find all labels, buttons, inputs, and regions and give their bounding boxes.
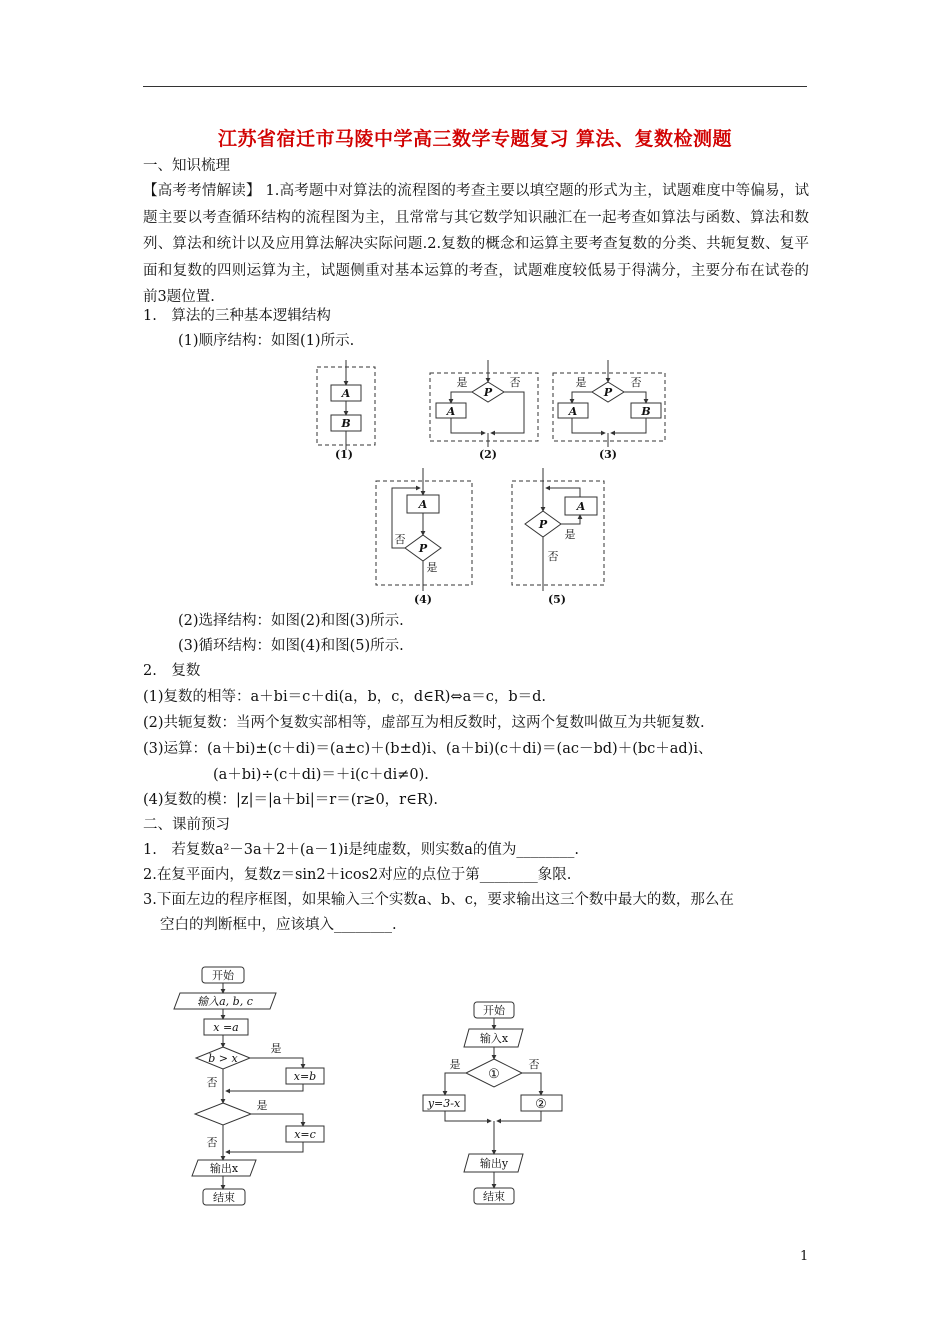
diagram-3-no: 否 bbox=[630, 376, 642, 389]
flow2-output-text: 输出y bbox=[479, 1157, 509, 1170]
flow2-input-text: 输入x bbox=[479, 1032, 509, 1045]
flow1-input-text: 输入a, b, c bbox=[197, 995, 253, 1008]
diagram-1-label-a: A bbox=[341, 387, 351, 400]
flow2-start-text: 开始 bbox=[483, 1004, 505, 1017]
flow1-box-c-text: x=c bbox=[294, 1128, 316, 1141]
diagram-5-label-a: A bbox=[576, 500, 586, 513]
flow1-decision-2 bbox=[195, 1103, 251, 1125]
diagram-3-label-a: A bbox=[568, 405, 578, 418]
flow1-start-text: 开始 bbox=[212, 969, 234, 982]
diagram-3-caption: (3) bbox=[598, 448, 618, 461]
top-rule bbox=[143, 86, 807, 87]
question-3-continued: 空白的判断框中，应该填入________. bbox=[160, 917, 397, 933]
diagram-2-caption: (2) bbox=[478, 448, 498, 461]
diagram-2-no: 否 bbox=[509, 376, 521, 389]
diagram-4-label-p: P bbox=[418, 542, 428, 555]
question-2: 2.在复平面内，复数z＝sin2＋icos2对应的点位于第________象限. bbox=[143, 867, 572, 883]
item-2d: (4)复数的模：|z|＝|a＋bi|＝r＝(r≥0，r∈R). bbox=[143, 792, 439, 808]
flowchart-piecewise bbox=[410, 995, 580, 1215]
question-1: 1. 若复数a²－3a＋2＋(a－1)i是纯虚数，则实数a的值为________. bbox=[143, 842, 579, 858]
flow1-no-2: 否 bbox=[206, 1136, 218, 1149]
item-1b: (2)选择结构：如图(2)和图(3)所示. bbox=[178, 613, 404, 629]
diagram-3-label-b: B bbox=[641, 405, 651, 418]
diagram-2-yes: 是 bbox=[456, 376, 468, 389]
item-2a: (1)复数的相等：a＋bi＝c＋di(a，b，c，d∈R)⇔a＝c，b＝d. bbox=[143, 689, 547, 705]
flow2-end-text: 结束 bbox=[483, 1190, 505, 1203]
diagram-4-caption: (4) bbox=[413, 593, 433, 606]
diagram-1-label-b: B bbox=[341, 417, 351, 430]
diagram-3-label-p: P bbox=[603, 386, 613, 399]
flow1-yes-2: 是 bbox=[256, 1099, 268, 1112]
diagram-3-yes: 是 bbox=[575, 376, 587, 389]
question-3: 3.下面左边的程序框图，如果输入三个实数a、b、c，要求输出这三个数中最大的数，那么在 bbox=[143, 892, 734, 908]
flow1-box-b-text: x=b bbox=[293, 1070, 317, 1083]
flow2-yes: 是 bbox=[449, 1058, 461, 1071]
diagram-4-frame bbox=[376, 481, 472, 585]
flow2-right-text: ② bbox=[535, 1097, 547, 1112]
intro-paragraph: 【高考考情解读】 1.高考题中对算法的流程图的考查主要以填空题的形式为主，试题难度中等偏易，试题主要以考查循环结构的流程图为主，且常常与其它数学知识融汇在一起考查如算法与函数、算法和数列、算法和统计以及应用算法解决实际问题.2.复数的概念和运算主要考查复数的分类、共轭复数、复平面和复数的四则运算为主，试题侧重对基本运算的考查，试题难度较低易于得满分，主要分布在试卷的前3题位置. bbox=[143, 183, 809, 305]
flow2-left-text: y=3-x bbox=[427, 1097, 461, 1110]
diagram-1-caption: (1) bbox=[334, 448, 354, 461]
item-2b: (2)共轭复数：当两个复数实部相等，虚部互为相反数时，这两个复数叫做互为共轭复数. bbox=[143, 715, 705, 731]
flow1-end-text: 结束 bbox=[213, 1191, 235, 1204]
item-1a: (1)顺序结构：如图(1)所示. bbox=[178, 333, 355, 349]
page-title: 江苏省宿迁市马陵中学高三数学专题复习 算法、复数检测题 bbox=[217, 128, 733, 150]
diagram-2-label-a: A bbox=[446, 405, 456, 418]
flow1-assign-text: x =a bbox=[213, 1021, 239, 1034]
item-2c-continued: (a＋bi)÷(c＋di)＝＋i(c＋di≠0). bbox=[213, 767, 429, 783]
diagram-5-no: 否 bbox=[547, 550, 559, 563]
diagram-5-yes: 是 bbox=[564, 528, 576, 541]
item-1-heading: 1. 算法的三种基本逻辑结构 bbox=[143, 308, 331, 324]
structure-diagrams bbox=[300, 355, 680, 610]
diagram-5-caption: (5) bbox=[547, 593, 567, 606]
diagram-2-label-p: P bbox=[483, 386, 493, 399]
diagram-4-label-a: A bbox=[418, 498, 428, 511]
flow1-output-text: 输出x bbox=[209, 1162, 239, 1175]
flow1-no-1: 否 bbox=[206, 1076, 218, 1089]
flow1-yes-1: 是 bbox=[270, 1042, 282, 1055]
diagram-5-label-p: P bbox=[538, 518, 548, 531]
page-number: 1 bbox=[800, 1249, 809, 1264]
diagram-4-yes: 是 bbox=[426, 561, 438, 574]
item-2-heading: 2. 复数 bbox=[143, 663, 201, 679]
flow2-no: 否 bbox=[528, 1058, 540, 1071]
section-heading-2: 二、课前预习 bbox=[143, 817, 230, 833]
flow2-cond-text: ① bbox=[488, 1067, 500, 1082]
flow1-cond-text: b > x bbox=[208, 1052, 238, 1065]
diagram-4-no: 否 bbox=[394, 533, 406, 546]
section-heading-1: 一、知识梳理 bbox=[143, 158, 230, 174]
item-2c: (3)运算：(a＋bi)±(c＋di)＝(a±c)＋(b±d)i、(a＋bi)(c＋di)＝(ac－bd)＋(bc＋ad)i、 bbox=[143, 741, 713, 757]
flowchart-max bbox=[168, 960, 348, 1215]
item-1c: (3)循环结构：如图(4)和图(5)所示. bbox=[178, 638, 404, 654]
